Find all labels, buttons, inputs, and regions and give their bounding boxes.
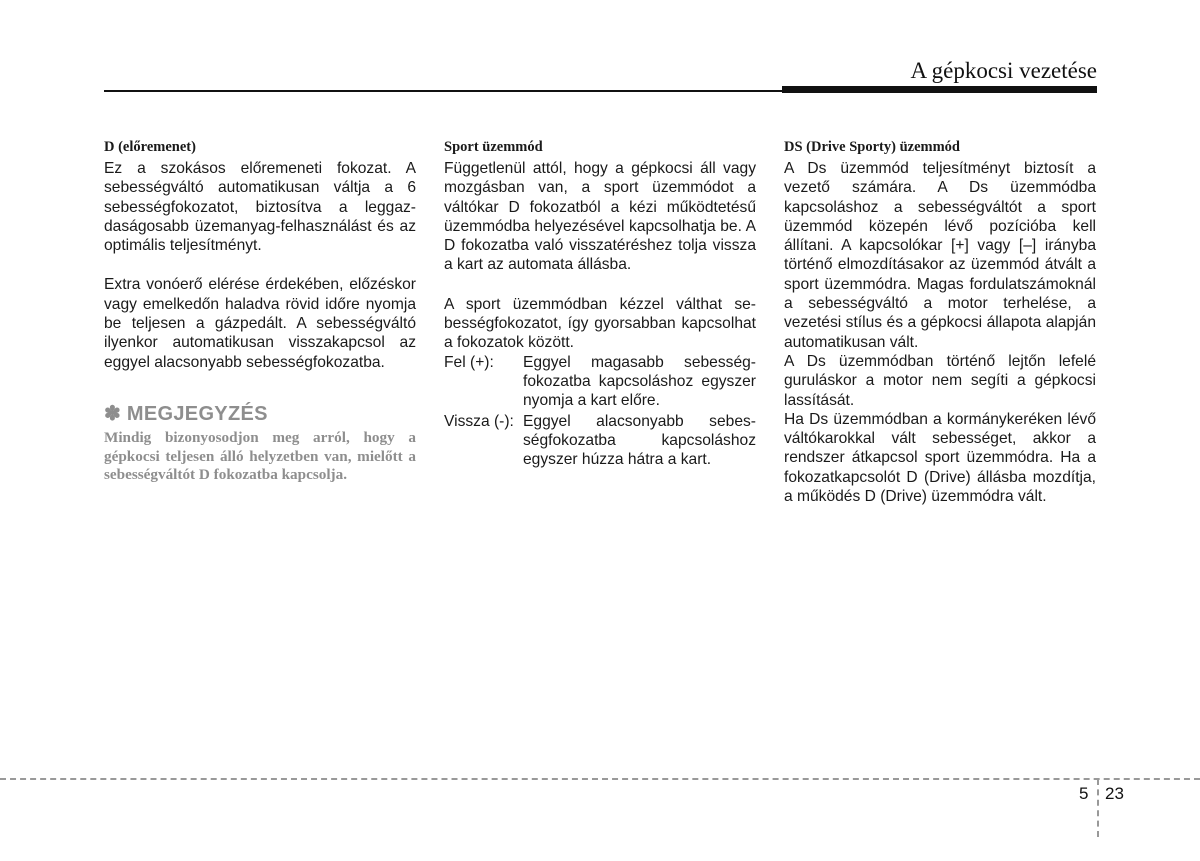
shift-definition-list: [444, 353, 756, 470]
page-header-title: A gépkocsi vezetése: [910, 58, 1097, 83]
column-d-forward: [104, 138, 416, 485]
header-rule-thin: [104, 90, 784, 92]
definition-description: Eggyel alacsonyabb sebességfokozatba kapcsoláshoz egyszer húzza hátra a kart.: [523, 412, 756, 469]
paragraph-ds-paddle: Ha Ds üzemmódban a kormánykeréken lévő váltókarokkal vált sebességet, akkor a rendszer átkapcsol sport üzemmódra. Ha a fokozatkapcsolót D (Drive) állásba mozdítja, a működés D (Drive) üzemmódra vált.: [784, 410, 1096, 506]
note-star-icon: ✽: [104, 402, 122, 425]
definition-term: Vissza (-):: [444, 412, 514, 430]
paragraph-ds-intro: A Ds üzemmód teljesítményt biztosít a vezető számára. A Ds üzemmódba kapcsoláshoz a sebességváltót a sport üzemmód közepén lévő pozícióba kell állítani. A kapcsolókar [+] vagy [–] irányba történő elmozdításakor az üzemmód átvált a sport üzemmódra. Magas fordulatszámoknál a sebességváltó a motor terhelése, a vezetési stílus és a gépkocsi állapota alapján automatikusan vált.: [784, 160, 1096, 351]
column-ds-mode: [784, 138, 1096, 506]
paragraph-sport-activation: Függetlenül attól, hogy a gépkocsi áll vagy mozgásban van, a sport üzemmódot a váltókar D fokozatból a kézi működtetésű üzemmódba helyezésével kapcsolhatja be. A D fokozatba való visszatéréshez tolja vissza a kart az automata állásba.: [444, 160, 756, 274]
section-heading-d: D (előremenet): [104, 139, 196, 155]
footer-dashed-rule: [0, 778, 1200, 780]
header-rule-thick: [782, 86, 1097, 93]
note-title-text: MEGJEGYZÉS: [126, 402, 268, 425]
definition-term: Fel (+):: [444, 353, 494, 371]
page-number: 23: [1105, 784, 1124, 803]
section-heading-ds: DS (Drive Sporty) üzemmód: [784, 139, 960, 155]
column-sport-mode: [444, 138, 756, 469]
section-heading-sport: Sport üzemmód: [444, 139, 543, 155]
definition-row-upshift: [444, 353, 756, 411]
definition-description: Eggyel magasabb sebességfokozatba kapcsoláshoz egyszer nyomja a kart előre.: [523, 353, 756, 410]
chapter-number: 5: [1079, 784, 1089, 803]
footer-dashed-separator: [1097, 779, 1099, 837]
paragraph-d-description: Ez a szokásos előremeneti fokozat. A sebességváltó automatikusan váltja a 6 sebességfokozatot, biztosítva a leggazdaságosabb üzemanyag-felhasználást és az optimális teljesítményt.: [104, 160, 416, 255]
note-body: Mindig bizonyosodjon meg arról, hogy a gépkocsi teljesen álló helyzetben van, mielőtt a sebességváltót D fokozatba kapcsolja.: [104, 428, 416, 484]
definition-row-downshift: [444, 412, 756, 470]
paragraph-ds-downhill: A Ds üzemmódban történő lejtőn lefelé guruláskor a motor nem segíti a gépkocsi lassítását.: [784, 352, 1096, 409]
paragraph-sport-manual: A sport üzemmódban kézzel válthat sebességfokozatot, így gyorsabban kapcsolhat a fokozatok között.: [444, 295, 756, 352]
paragraph-d-kickdown: Extra vonóerő elérése érdekében, előzéskor vagy emelkedőn haladva rövid időre nyomja be teljesen a gázpedált. A sebességváltó ilyenkor automatikusan visszakapcsol az eggyel alacsonyabb sebességfokozatba.: [104, 276, 416, 371]
note-title: [104, 402, 416, 426]
